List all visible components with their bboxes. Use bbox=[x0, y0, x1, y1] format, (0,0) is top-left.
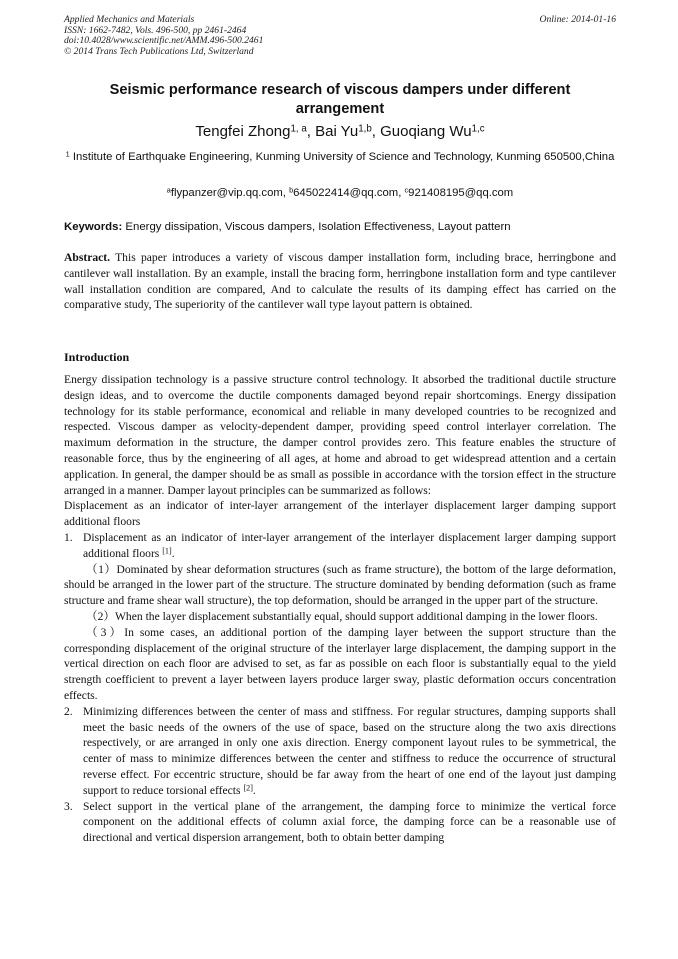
paragraph: Energy dissipation technology is a passive structure control technology. It absorbed the traditional ductile structure design ideas, and to overcome the ductile components damaged beyond repair shortcomings. Energy dissipation technology for its stable performance, economical and reliable in many developed countries to be recognized and respected. Viscous damper as velocity-dependent damper, providing speed control interlayer correlation. The maximum deformation in the structure, the damper control provides zero. This feature enables the structure of reasonable force, thus by the engineering of all ages, at home and abroad to get widespread attention and a certain application. In general, the damper should be as small as possible in accordance with the torsion effect in the structure arranged in a manner. Damper layout principles can be summarized as follows: bbox=[64, 373, 616, 497]
abstract-text: This paper introduces a variety of viscous damper installation form, including brace, herringbone and cantilever wall installation. By an example, install the bracing form, herringbone installation form and type cantilever wall installation condition are compared, And to calculate the results of its damping effect has carried on the comparative study, The superiority of the cantilever wall type layout pattern is obtained. bbox=[64, 251, 616, 312]
journal-header bbox=[64, 15, 616, 57]
section-heading-introduction: Introduction bbox=[64, 350, 130, 364]
email-link[interactable]: 645022414@qq.com, bbox=[293, 187, 405, 199]
online-date: Online: 2014-01-16 bbox=[539, 14, 616, 25]
sub-paragraph: （2）When the layer displacement substantially equal, should support additional damping in the lower floors. bbox=[86, 609, 598, 623]
list-item: 2. Minimizing differences between the center of mass and stiffness. For regular structures, damping supports shall meet the basic needs of the owners of the use of space, based on the structure along the two axis directions respectively, or are arranged in only one axis direction. Energy component layout rules to be symmetrical, the center of mass to minimize differences between the center and stiffness to reduce the occurrence of structural reverse effect. For eccentric structure, should be far away from the heart of one end of the layout just damping support to reduce torsional effects [2]. bbox=[64, 704, 616, 797]
introduction-body bbox=[64, 372, 616, 846]
author-list: Tengfei Zhong$^{1, a}$, Bai Yu$^{1,b}$, Guoqiang Wu$^{1,c}$ bbox=[195, 123, 485, 140]
keywords-text: Energy dissipation, Viscous dampers, Isolation Effectiveness, Layout pattern bbox=[125, 221, 511, 233]
sub-paragraph: （1）Dominated by shear deformation structures (such as frame structure), the bottom of the large deformation, should be arranged in the lower part of the structure. The structure dominated by bending deformation (such as frame structure and frame shear wall structure), the top deformation, should be arranged in the upper part of the structure. bbox=[64, 562, 616, 608]
paragraph: Displacement as an indicator of inter-layer arrangement of the interlayer displacement larger damping support additional floors bbox=[64, 499, 616, 529]
author-name: Guoqiang Wu bbox=[380, 123, 472, 140]
email-link[interactable]: flypanzer@vip.qq.com, bbox=[170, 187, 290, 199]
affiliation-sup: 1 bbox=[65, 149, 70, 159]
keywords-label: Keywords: bbox=[64, 221, 123, 233]
list-item: 1. Displacement as an indicator of inter-layer arrangement of the interlayer displacement larger damping support additional floors [1]. bbox=[64, 530, 616, 560]
list-text: Displacement as an indicator of inter-layer arrangement of the interlayer displacement larger damping support additional floors bbox=[83, 530, 616, 560]
affiliation bbox=[64, 150, 616, 164]
abstract-label: Abstract. bbox=[64, 251, 111, 264]
author-sup: 1,c bbox=[471, 123, 485, 135]
author-name: Tengfei Zhong bbox=[195, 123, 291, 140]
author-sup: 1, a bbox=[290, 123, 307, 135]
email-link[interactable]: 921408195@qq.com bbox=[408, 187, 514, 199]
email-list: $^a$flypanzer@vip.qq.com, $^b$645022414@qq.com, $^c$921408195@qq.com bbox=[166, 185, 514, 199]
copyright-line: © 2014 Trans Tech Publications Ltd, Switzerland bbox=[64, 45, 254, 57]
author-sup: 1,b bbox=[358, 123, 372, 135]
sub-paragraph: （3）In some cases, an additional portion of the damping layer between the support structure than the corresponding displacement of the original structure of the interlayer large displacement, the damping support in the vertical direction on each floor are advised to set, as far as possible on each floor is substantially equal to the yield strength coefficient to prevent a layer between layers produce larger sway, plastic deformation occurs concentration effects. bbox=[64, 625, 616, 702]
list-text: Minimizing differences between the center of mass and stiffness. For regular structures, damping supports shall meet the basic needs of the owners of the use of space, based on the structure along the two axis directions respectively, or are arranged in only one axis direction. Energy component layout rules to be symmetrical, the center of mass to minimize differences between the center and stiffness to reduce the occurrence of structural reverse effect. For eccentric structure, should be far away from the heart of one end of the layout just damping support to reduce torsional effects bbox=[83, 704, 616, 797]
doi-line: doi:10.4028/www.scientific.net/AMM.496-500.2461 bbox=[64, 35, 264, 46]
keywords bbox=[64, 220, 616, 234]
citation[interactable]: [2] bbox=[243, 783, 253, 793]
citation[interactable]: [1] bbox=[162, 546, 172, 556]
list-text: Select support in the vertical plane of the arrangement, the damping force to minimize the vertical force component on the additional effects of column axial force, the damping force can be a reasonable use of directional and vertical dispersion arrangement, both to obtain better damping bbox=[83, 799, 616, 845]
list-item bbox=[64, 799, 616, 846]
paper-title: Seismic performance research of viscous dampers under different arrangement bbox=[109, 82, 571, 117]
journal-name: Applied Mechanics and Materials bbox=[64, 14, 195, 25]
author-name: Bai Yu bbox=[315, 123, 359, 140]
affiliation-text: Institute of Earthquake Engineering, Kunming University of Science and Technology, Kunming 650500,China bbox=[72, 151, 615, 163]
issn-line: ISSN: 1662-7482, Vols. 496-500, pp 2461-2464 bbox=[64, 24, 247, 36]
abstract bbox=[64, 250, 616, 313]
list-number: 1. bbox=[64, 530, 73, 544]
list-number: 3. bbox=[64, 799, 73, 813]
list-number: 2. bbox=[64, 704, 73, 718]
